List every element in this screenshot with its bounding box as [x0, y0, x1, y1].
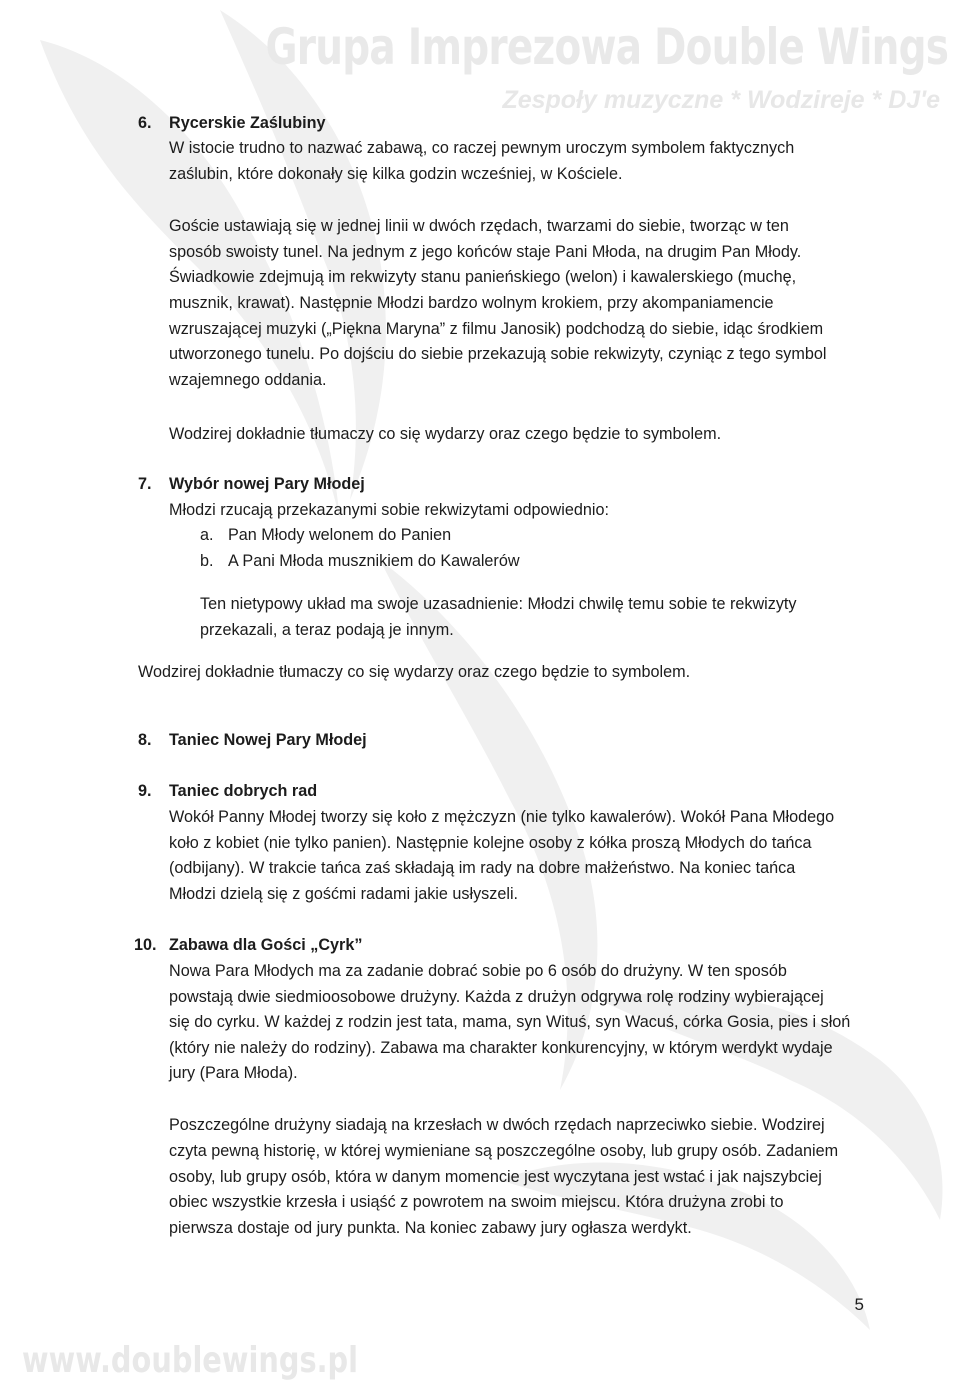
paragraph-line: Goście ustawiają się w jednej linii w dwóch rzędach, twarzami do siebie, tworząc w ten [169, 217, 789, 235]
section-title: Wybór nowej Pary Młodej [169, 475, 365, 493]
paragraph-line: (odbijany). W trakcie tańca zaś składają im rady na dobre małżeństwo. Na koniec tańca [169, 859, 796, 877]
paragraph-line: wzajemnego oddania. [169, 371, 327, 389]
list-item: A Pani Młoda musznikiem do Kawalerów [228, 552, 520, 570]
list-letter: a. [200, 526, 214, 544]
section-number: 10. [134, 936, 157, 954]
paragraph-line: powstają dwie siedmioosobowe drużyny. Każda z drużyn odgrywa rolę rodziny wybierającej [169, 988, 824, 1006]
paragraph-line: musznik, krawat). Następnie Młodzi bardzo wolnym krokiem, przy akompaniamencie [169, 294, 774, 312]
section-number: 7. [138, 475, 152, 493]
paragraph-line: się do cyrku. W każdej z rodzin jest tata, mama, syn Wituś, syn Wacuś, córka Gosia, pies i słoń [169, 1013, 851, 1031]
paragraph-line: sposób swoisty tunel. Na jednym z jego końców staje Pani Młoda, na drugim Pan Młody. [169, 243, 802, 261]
header-brand: Grupa Imprezowa Double Wings [265, 18, 948, 76]
section-number: 8. [138, 731, 152, 749]
list-letter: b. [200, 552, 214, 570]
paragraph-line: Nowa Para Młodych ma za zadanie dobrać sobie po 6 osób do drużyny. W ten sposób [169, 962, 787, 980]
footer-url: www.doublewings.pl [22, 1340, 359, 1381]
paragraph-line: (który nie należy do rodziny). Zabawa ma charakter konkurencyjny, w którym werdykt wydaje [169, 1039, 833, 1057]
paragraph-line: Wokół Panny Młodej tworzy się koło z mężczyzn (nie tylko kawalerów). Wokół Pana Młodego [169, 808, 835, 826]
paragraph-line: W istocie trudno to nazwać zabawą, co raczej pewnym uroczym symbolem faktycznych [169, 139, 795, 157]
section-number: 6. [138, 114, 152, 132]
paragraph-line: osoby, lub grupy osób, która w danym momencie jest wyczytana jest wstać i jak najszybciej [169, 1168, 822, 1186]
paragraph-line: Wodzirej dokładnie tłumaczy co się wydarzy oraz czego będzie to symbolem. [169, 425, 722, 443]
paragraph-line: koło z kobiet (nie tylko panien). Następnie kolejne osoby z kółka proszą Młodych do tańca [169, 834, 812, 852]
paragraph-line: pierwsza dostaje od jury punkta. Na koniec zabawy jury ogłasza werdykt. [169, 1219, 692, 1237]
paragraph-line: Młodzi rzucają przekazanymi sobie rekwizytami odpowiednio: [169, 501, 609, 519]
list-item: Pan Młody welonem do Panien [228, 526, 452, 544]
paragraph-line: utworzonego tunelu. Po dojściu do siebie przekazują sobie rekwizyty, czyniąc z tego symbol [169, 345, 827, 363]
section-title: Taniec Nowej Pary Młodej [169, 731, 367, 749]
header-tagline: Zespoły muzyczne * Wodzireje * DJ'e [502, 86, 940, 114]
paragraph-line: przekazali, a teraz podają je innym. [200, 621, 454, 639]
paragraph-line: Poszczególne drużyny siadają na krzesłach w dwóch rzędach naprzeciwko siebie. Wodzirej [169, 1116, 825, 1134]
paragraph-line: Wodzirej dokładnie tłumaczy co się wydarzy oraz czego będzie to symbolem. [138, 663, 691, 681]
page-number: 5 [854, 1295, 864, 1314]
section-title: Zabawa dla Gości „Cyrk” [169, 936, 363, 954]
paragraph-line: Ten nietypowy układ ma swoje uzasadnienie: Młodzi chwilę temu sobie te rekwizyty [200, 595, 797, 613]
paragraph-line: Młodzi dzielą się z gośćmi radami jakie usłyszeli. [169, 885, 519, 903]
paragraph-line: czyta pewną historię, w której wymieniane są poszczególne osoby, lub grupy osób. Zadaniem [169, 1142, 839, 1160]
paragraph-line: Świadkowie zdejmują im rekwizyty stanu panieńskiego (welon) i kawalerskiego (muchę, [169, 268, 797, 286]
paragraph-line: jury (Para Młoda). [169, 1064, 298, 1082]
section-title: Rycerskie Zaślubiny [169, 114, 326, 132]
paragraph-line: obiec wszystkie krzesła i usiąść z powrotem na swoim miejscu. Która drużyna zrobi to [169, 1193, 784, 1211]
paragraph-line: zaślubin, które dokonały się kilka godzin wcześniej, w Kościele. [169, 165, 623, 183]
section-title: Taniec dobrych rad [169, 782, 318, 800]
section-number: 9. [138, 782, 152, 800]
paragraph-line: wzruszającej muzyki („Piękna Maryna” z filmu Janosik) podchodzą do siebie, idąc środkiem [169, 320, 824, 338]
